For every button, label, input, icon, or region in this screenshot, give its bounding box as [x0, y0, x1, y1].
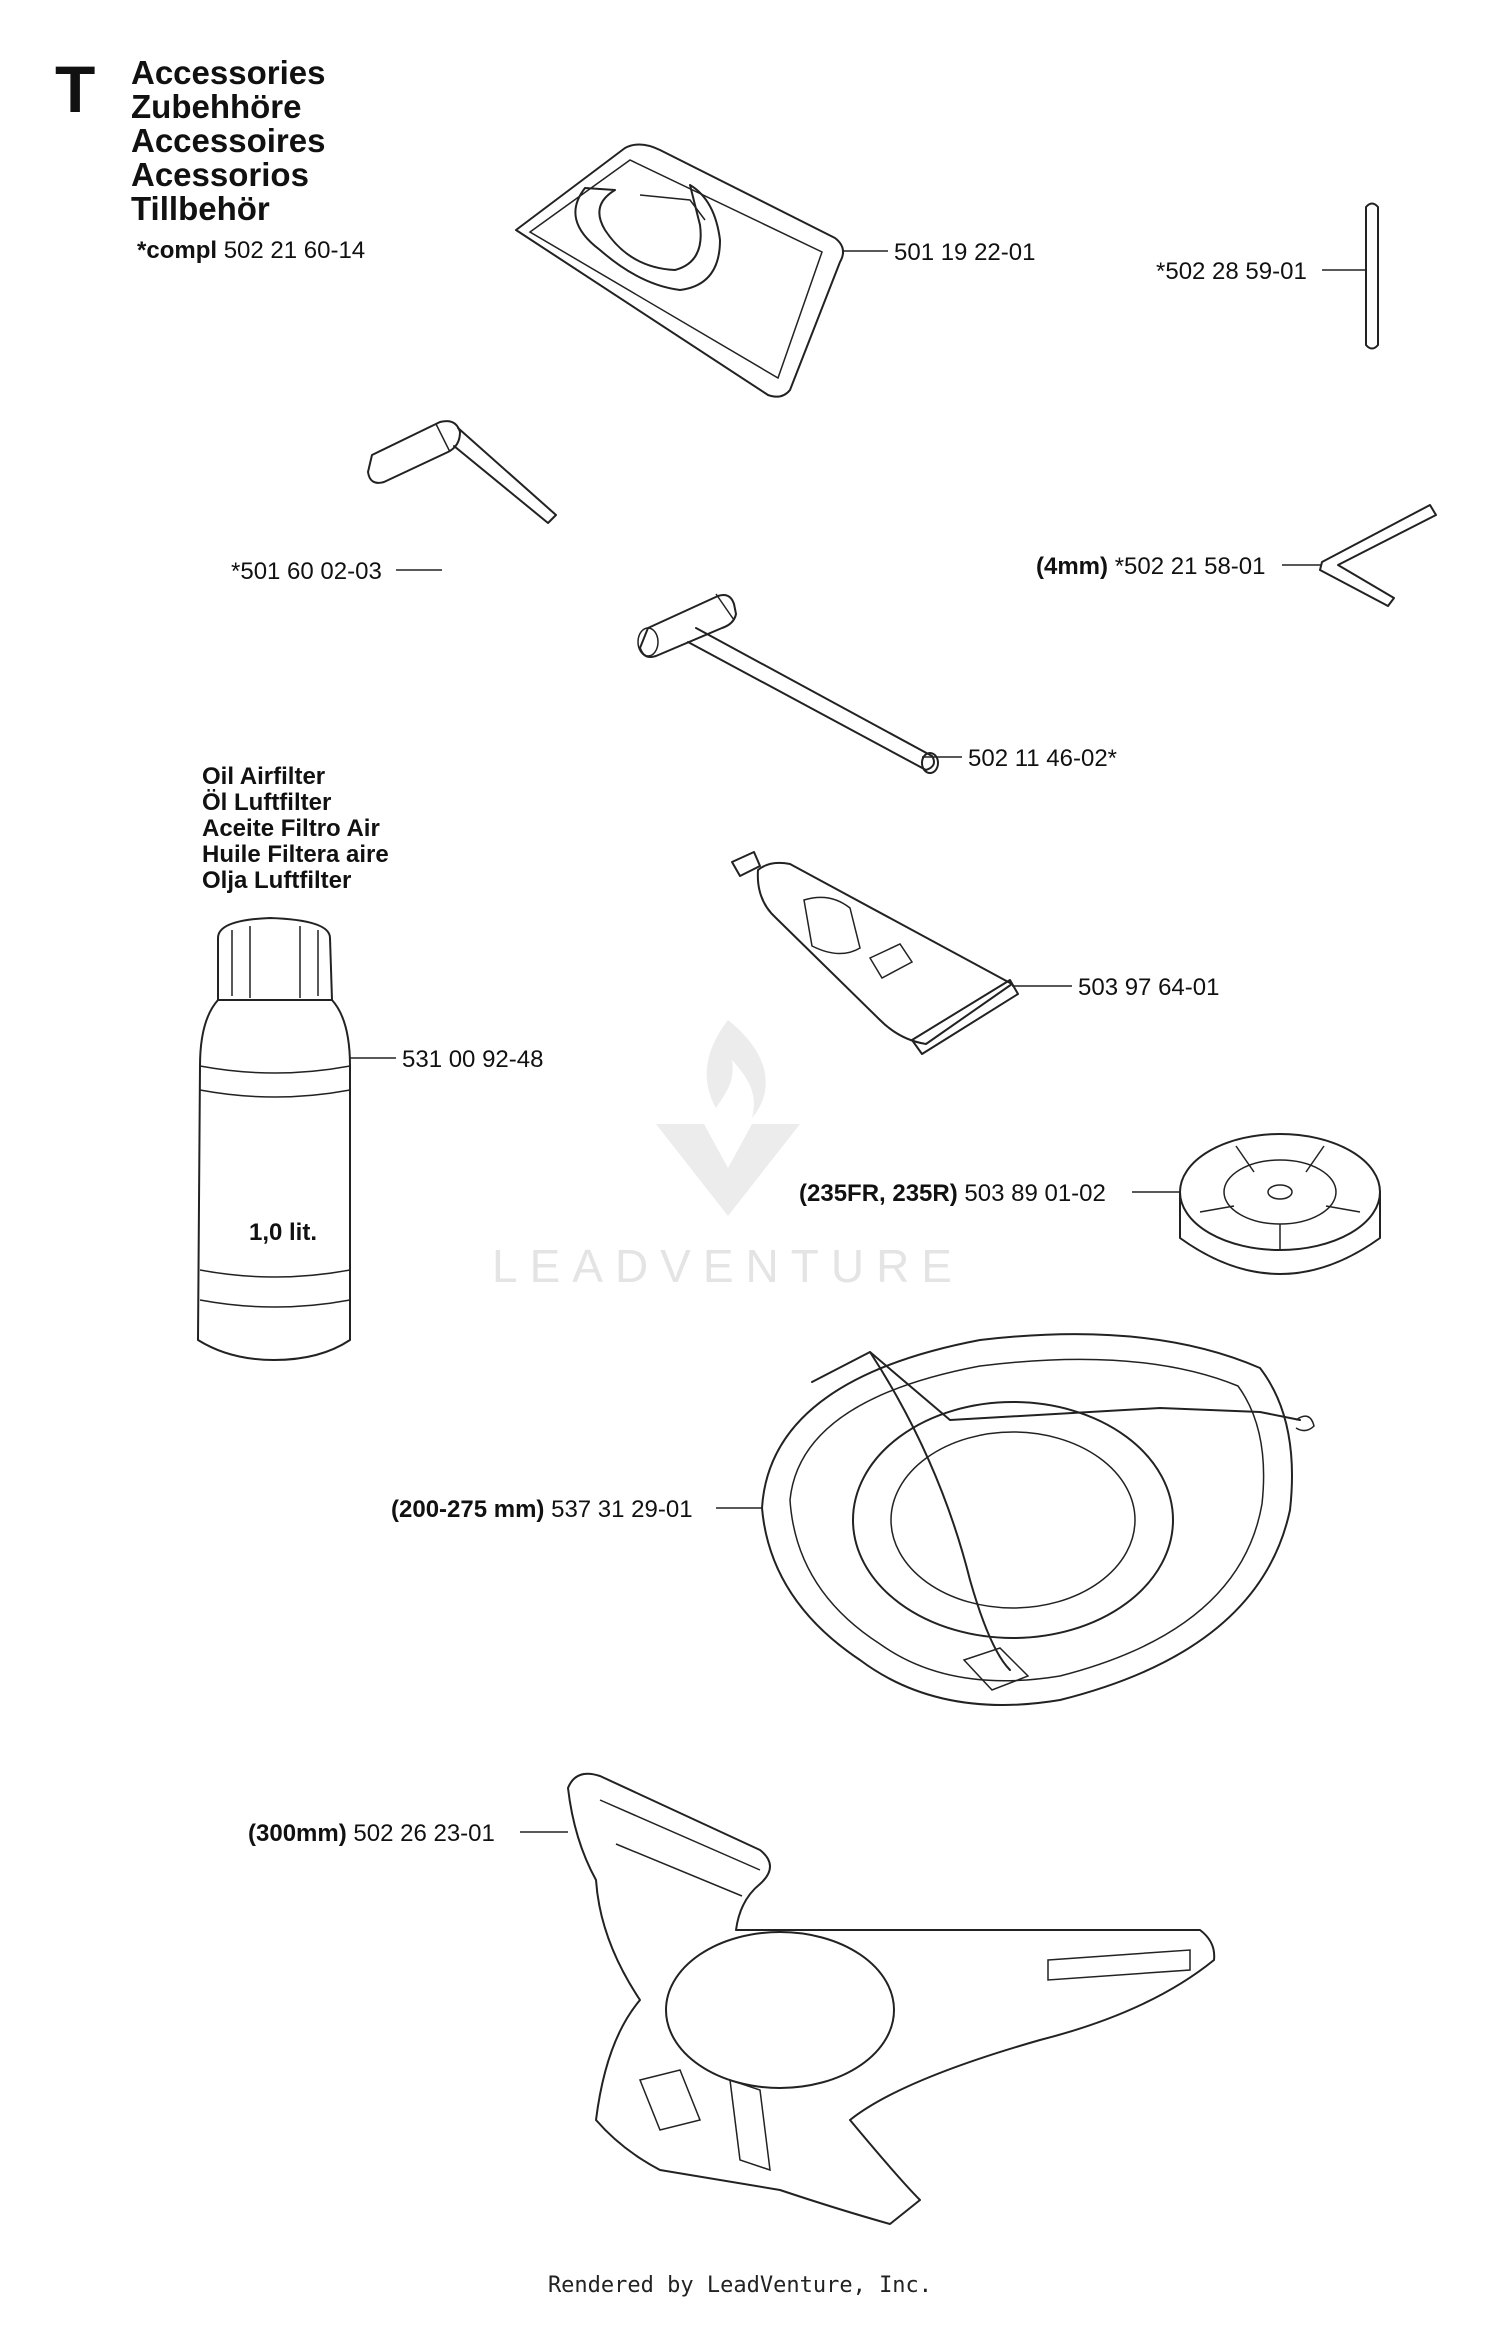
blade-guard-300-illustration [568, 1774, 1214, 2224]
pin-illustration [1366, 204, 1378, 349]
title-fr: Accessoires [131, 122, 326, 159]
blade-guard-label [391, 1496, 693, 1523]
watermark [492, 1020, 964, 1292]
part-screwdriver[interactable] [231, 421, 556, 585]
kit-number: 502 21 60-14 [223, 237, 366, 264]
footer-credit: Rendered by LeadVenture, Inc. [547, 2273, 933, 2298]
kit-label [137, 237, 365, 264]
oil-label-es: Aceite Filtro Air [202, 815, 380, 842]
kit-prefix: *compl [137, 237, 218, 264]
oil-label-fr: Huile Filtera aire [202, 841, 389, 868]
blade-guard-illustration [762, 1334, 1314, 1705]
part-pin[interactable] [1156, 204, 1378, 349]
oil-label-sv: Olja Luftfilter [202, 867, 352, 894]
screwdriver-number: *501 60 02-03 [231, 558, 382, 585]
blade-guard-300-qualifier: (300mm) [248, 1820, 347, 1847]
title-en: Accessories [131, 54, 326, 91]
screwdriver-illustration [368, 421, 556, 523]
blade-guard-300-label [248, 1820, 495, 1847]
oil-bottle-illustration [198, 918, 350, 1360]
watermark-text: LEADVENTURE [492, 1240, 964, 1292]
hex-key-number: *502 21 58-01 [1114, 553, 1266, 580]
support-cup-number: 503 89 01-02 [964, 1180, 1106, 1207]
pin-number: *502 28 59-01 [1156, 258, 1307, 285]
title-de: Zubehhöre [131, 88, 302, 125]
socket-wrench-illustration [638, 594, 938, 773]
hex-key-qualifier: (4mm) [1036, 553, 1109, 580]
part-blade-guard[interactable] [391, 1334, 1314, 1705]
section-letter: T [55, 52, 96, 126]
grease-tube-number: 503 97 64-01 [1078, 974, 1220, 1001]
blade-guard-qualifier: (200-275 mm) [391, 1496, 545, 1523]
part-grease-tube[interactable] [732, 852, 1219, 1054]
part-socket-wrench[interactable] [638, 594, 1117, 773]
oil-labels [202, 763, 389, 894]
socket-wrench-number: 502 11 46-02* [968, 745, 1118, 772]
title-sv: Tillbehör [131, 190, 270, 227]
watermark-logo-icon [656, 1020, 800, 1216]
harness-bag-illustration [516, 144, 843, 396]
oil-bottle-number: 531 00 92-48 [402, 1046, 544, 1073]
support-cup-qualifier: (235FR, 235R) [799, 1180, 958, 1207]
support-cup-label [799, 1180, 1106, 1207]
part-hex-key[interactable] [1036, 505, 1436, 606]
blade-guard-number: 537 31 29-01 [551, 1496, 693, 1523]
hex-key-label [1036, 553, 1265, 580]
support-cup-illustration [1180, 1134, 1380, 1274]
section-header [55, 52, 365, 264]
oil-label-en: Oil Airfilter [202, 763, 326, 790]
bottle-volume: 1,0 lit. [248, 1219, 318, 1246]
harness-bag-number: 501 19 22-01 [894, 239, 1036, 266]
blade-guard-300-number: 502 26 23-01 [353, 1820, 495, 1847]
title-es: Acessorios [131, 156, 309, 193]
oil-label-de: Öl Luftfilter [202, 789, 332, 816]
part-blade-guard-300[interactable] [248, 1774, 1214, 2224]
grease-tube-illustration [732, 852, 1018, 1054]
part-harness-bag[interactable] [516, 144, 1035, 396]
hex-key-illustration [1320, 505, 1436, 606]
